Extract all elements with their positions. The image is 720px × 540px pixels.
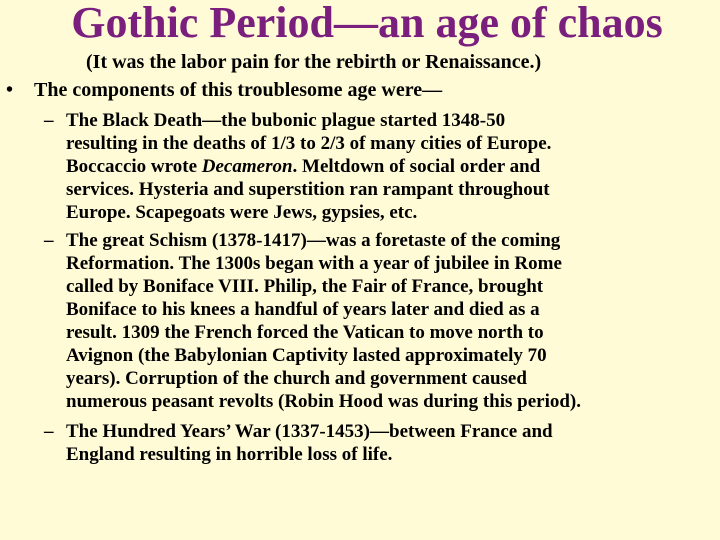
text-line: The Black Death—the bubonic plague started 1348-50 [66, 110, 506, 131]
subitem-black-death [44, 109, 551, 224]
text-line: Reformation. The 1300s began with a year of jubilee in Rome [66, 253, 562, 274]
text-line: Boniface to his knees a handful of years later and died as a [66, 299, 540, 320]
text-line: Europe. Scapegoats were Jews, gypsies, etc. [66, 202, 418, 223]
main-bullet [6, 78, 442, 102]
text-line: services. Hysteria and superstition ran rampant throughout [66, 179, 550, 200]
text-line-part: Boccaccio wrote [66, 156, 202, 177]
text-line: resulting in the deaths of 1/3 to 2/3 of many cities of Europe. [66, 133, 552, 154]
main-bullet-text: The components of this troublesome age were— [34, 79, 443, 101]
subitem-great-schism [44, 229, 581, 413]
text-line: England resulting in horrible loss of life. [66, 444, 393, 465]
dash-marker: – [44, 230, 54, 251]
text-line: result. 1309 the French forced the Vatican to move north to [66, 322, 544, 343]
bullet-marker: • [6, 79, 14, 101]
book-title-decameron: Decameron [201, 156, 293, 177]
slide-title: Gothic Period—an age of chaos [71, 0, 663, 47]
text-line: numerous peasant revolts (Robin Hood was during this period). [66, 391, 582, 412]
text-line [66, 155, 551, 178]
dash-marker: – [44, 421, 54, 442]
text-line: The great Schism (1378-1417)—was a foretaste of the coming [66, 230, 561, 251]
dash-marker: – [44, 110, 54, 131]
slide-subtitle: (It was the labor pain for the rebirth or Renaissance.) [86, 51, 542, 73]
text-line: Avignon (the Babylonian Captivity lasted approximately 70 [66, 345, 547, 366]
text-line: called by Boniface VIII. Philip, the Fair of France, brought [66, 276, 544, 297]
text-line: years). Corruption of the church and government caused [66, 368, 527, 389]
subitem-hundred-years-war [44, 420, 553, 466]
text-line: The Hundred Years’ War (1337-1453)—between France and [66, 421, 553, 442]
text-line-part: . Meltdown of social order and [292, 156, 541, 177]
